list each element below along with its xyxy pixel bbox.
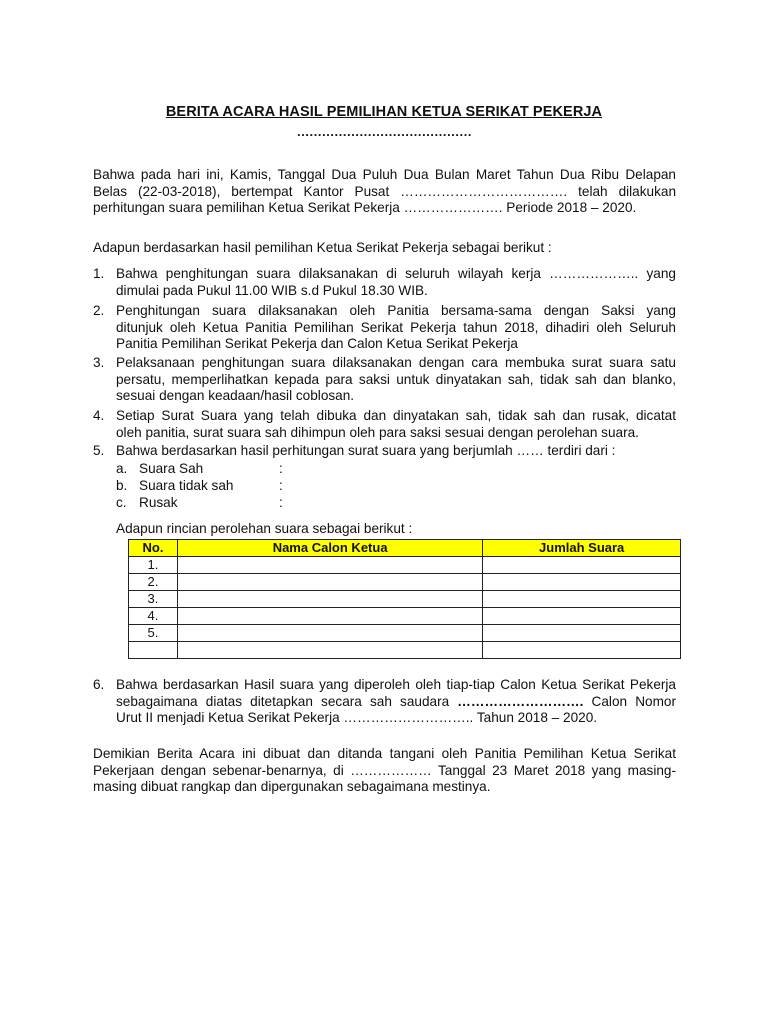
vote-count-cell — [483, 625, 681, 642]
row-number — [129, 642, 178, 659]
intro-line: perhitungan suara pemilihan Ketua Serikat Pekerja …………………. Periode 2018 – 2020. — [93, 200, 637, 216]
list-item-number: 5. — [93, 443, 105, 458]
table-row — [129, 557, 681, 574]
basis-line: Adapun berdasarkan hasil pemilihan Ketua Serikat Pekerja sebagai berikut : — [93, 240, 552, 255]
document-subtitle-placeholder: …………………………………… — [296, 124, 472, 139]
sub-item-colon: : — [279, 461, 283, 476]
list-item-line: Urut II menjadi Ketua Serikat Pekerja ……………………….. Tahun 2018 – 2020. — [116, 710, 598, 726]
vote-count-cell — [483, 608, 681, 625]
list-item — [93, 408, 676, 441]
row-number: 3. — [129, 591, 178, 608]
line-text: sebagaimana diatas ditetapkan secara sah saudara — [116, 693, 458, 709]
sub-item-label: Suara Sah — [139, 461, 204, 476]
sub-item-letter: b. — [116, 478, 128, 493]
list-item-number: 1. — [93, 266, 105, 281]
row-number: 4. — [129, 608, 178, 625]
intro-paragraph — [93, 167, 676, 217]
intro-line: Belas (22-03-2018), bertempat Kantor Pusat ………………………………. telah dilakukan — [93, 183, 676, 199]
list-item-line: Panitia Pemilihan Serikat Pekerja dan Calon Ketua Serikat Pekerja — [116, 336, 518, 352]
row-number: 2. — [129, 574, 178, 591]
list-item-number: 4. — [93, 408, 105, 423]
list-item-line: ditunjuk oleh Ketua Panitia Pemilihan Serikat Pekerja tahun 2018, dihadiri oleh Seluruh — [116, 319, 676, 335]
closing-line: Demikian Berita Acara ini dibuat dan ditanda tangani oleh Panitia Pemilihan Ketua Serikat — [93, 746, 676, 761]
list-item-line: Setiap Surat Suara yang telah dibuka dan dinyatakan sah, tidak sah dan rusak, dicatat — [116, 408, 676, 423]
list-item-line: Bahwa berdasarkan hasil perhitungan surat suara yang berjumlah …… terdiri dari : — [116, 443, 616, 458]
table-row — [129, 608, 681, 625]
list-item — [93, 443, 676, 460]
closing-paragraph — [93, 746, 676, 796]
vote-table-header-row — [129, 540, 681, 557]
sub-item-letter: a. — [116, 461, 128, 476]
list-item-line: Pelaksanaan penghitungan suara dilaksanakan dengan cara membuka surat suara satu — [116, 355, 676, 370]
sub-item-label: Suara tidak sah — [139, 478, 234, 493]
intro-line: Bahwa pada hari ini, Kamis, Tanggal Dua Puluh Dua Bulan Maret Tahun Dua Ribu Delapan — [93, 167, 676, 182]
candidate-name-cell — [177, 625, 482, 642]
table-row — [129, 642, 681, 659]
column-header-no: No. — [129, 540, 178, 557]
table-row — [129, 625, 681, 642]
candidate-name-cell — [177, 557, 482, 574]
candidate-name-cell — [177, 591, 482, 608]
list-item — [93, 266, 676, 299]
vote-count-cell — [483, 557, 681, 574]
list-item-line: persatu, memperlihatkan kepada para saksi untuk dinyatakan sah, tidak sah dan blanko, — [116, 371, 676, 387]
list-item — [93, 303, 676, 353]
row-number: 1. — [129, 557, 178, 574]
candidate-name-cell — [177, 608, 482, 625]
table-row — [129, 574, 681, 591]
list-item-number: 6. — [93, 677, 105, 692]
list-item-line: Bahwa penghitungan suara dilaksanakan di seluruh wilayah kerja ……………….. yang — [116, 266, 676, 281]
list-item-line: sesuai dengan keadaan/hasil coblosan. — [116, 388, 355, 404]
document-title: BERITA ACARA HASIL PEMILIHAN KETUA SERIKAT PEKERJA — [165, 104, 603, 120]
bold-placeholder: ………………………. — [457, 693, 584, 709]
vote-count-cell — [483, 574, 681, 591]
list-item-number: 2. — [93, 303, 105, 318]
list-item-line: Penghitungan suara dilaksanakan oleh Panitia bersama-sama dengan Saksi yang — [116, 303, 676, 318]
list-item-number: 3. — [93, 355, 105, 370]
vote-table — [128, 539, 681, 659]
list-item — [93, 355, 676, 405]
table-row — [129, 591, 681, 608]
closing-line: masing dibuat rangkap dan dipergunakan sebagaimana mestinya. — [93, 779, 491, 795]
list-item-line: dimulai pada Pukul 11.00 WIB s.d Pukul 18.30 WIB. — [116, 282, 428, 298]
candidate-name-cell — [177, 642, 482, 659]
vote-count-cell — [483, 591, 681, 608]
list-item — [93, 677, 676, 727]
sub-item-label: Rusak — [139, 495, 178, 510]
list-item-line: oleh panitia, surat suara sah dihimpun oleh para saksi sesuai dengan perolehan suara. — [116, 424, 639, 440]
column-header-candidate-name: Nama Calon Ketua — [177, 540, 482, 557]
sub-item-colon: : — [279, 495, 283, 510]
closing-line: Pekerjaan dengan sebenar-benarnya, di ……………… Tanggal 23 Maret 2018 yang masing- — [93, 762, 676, 778]
sub-item-letter: c. — [116, 495, 127, 510]
row-number: 5. — [129, 625, 178, 642]
list-item-line — [116, 694, 676, 711]
list-item-line: Bahwa berdasarkan Hasil suara yang diperoleh oleh tiap-tiap Calon Ketua Serikat Pekerja — [116, 677, 676, 692]
line-text: Calon Nomor — [583, 693, 676, 709]
candidate-name-cell — [177, 574, 482, 591]
detail-intro: Adapun rincian perolehan suara sebagai berikut : — [116, 521, 413, 536]
column-header-vote-count: Jumlah Suara — [483, 540, 681, 557]
sub-item-colon: : — [279, 478, 283, 493]
vote-count-cell — [483, 642, 681, 659]
